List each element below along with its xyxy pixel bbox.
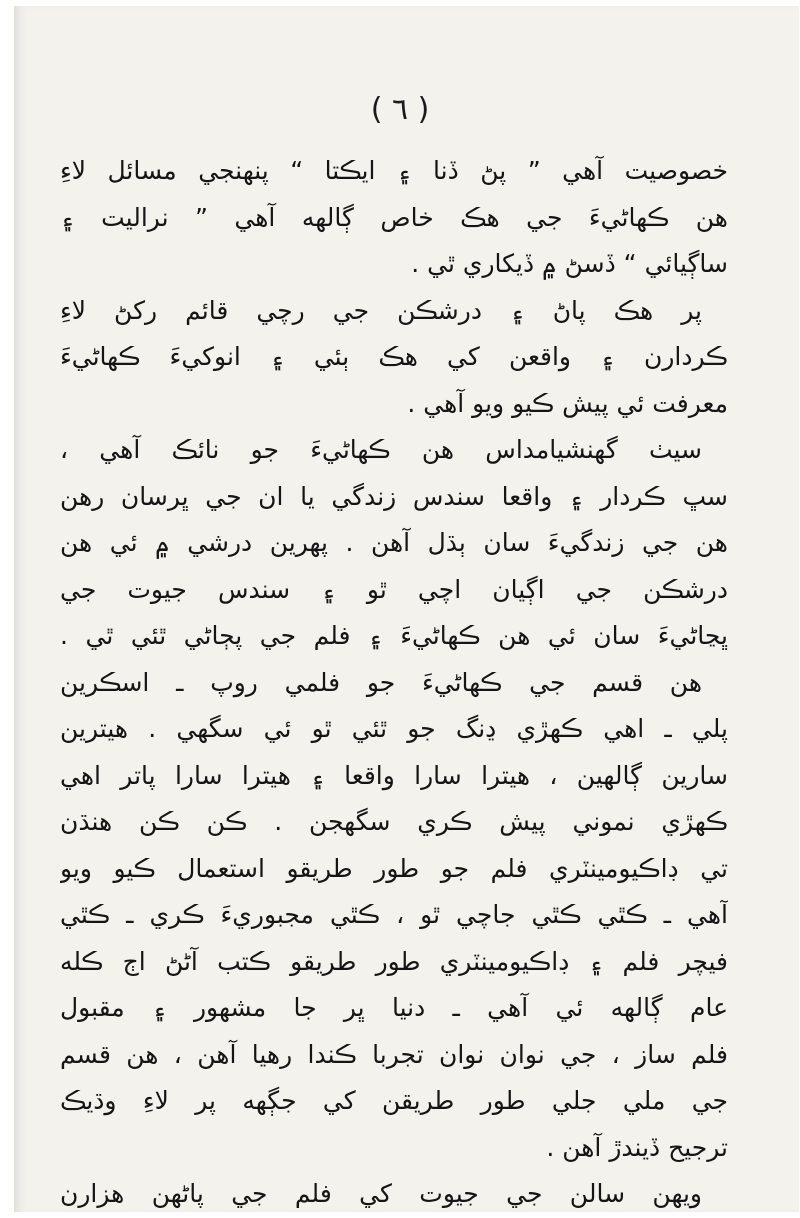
text-line: جي ملي جلي طور طريقن کي جڳهه پر لاءِ وڌيڪ (60, 1086, 728, 1115)
text-line: پر هڪ پاڻ ۽ درشڪن جي رچي قائم رکڻ لاءِ (60, 295, 702, 325)
body-text (60, 148, 728, 1218)
text-line: سارين ڳالهين ، هيترا سارا واقعا ۽ هيترا سارا پاتر اهي (60, 760, 728, 790)
text-line: تي ڊاڪيومينٽري فلم جو طور طريقو استعمال ڪيو ويو (60, 853, 728, 883)
text-line: هن قسم جي ڪهاڻيءَ جو فلمي روپ ـ اسڪرين (60, 667, 702, 697)
text-line: عام ڳالهه ئي آهي ـ دنيا ڀر جا مشهور ۽ مقبول (60, 993, 728, 1022)
text-line: هن ڪهاڻيءَ جي هڪ خاص ڳالهه آهي ” نراليت ۽ (60, 202, 728, 232)
text-line: معرفت ئي پيش ڪيو ويو آهي . (407, 388, 728, 418)
text-line: سڀ ڪردار ۽ واقعا سندس زندگي يا ان جي ڀرسان رهن (60, 481, 728, 511)
page-number: ( ٦ ) (370, 92, 430, 127)
text-line: فيچر فلم ۽ ڊاڪيومينٽري طور طريقو ڪتب آڻڻ اڄ ڪله (60, 946, 728, 976)
text-line: فلم ساز ، جي نوان نوان تجربا ڪندا رهيا آهن ، هن قسم (60, 1039, 728, 1069)
text-line: آهي ـ ڪٿي ڪٿي جاچي ٿو ، ڪٿي مجبوريءَ ڪري ـ ڪٿي (60, 900, 728, 929)
text-line: ترجيح ڏيندڙ آهن . (546, 1132, 728, 1162)
text-line: پلي ـ اهي ڪهڙي ڍنگ جو ٿئي ٿو ئي سگهي . هيترين (60, 714, 728, 743)
text-line: سيٺ گهنشيامداس هن ڪهاڻيءَ جو نائڪ آهي ، (60, 435, 702, 464)
text-line: ڪهڙي نموني پيش ڪري سگهجن . ڪن ڪن هنڌن (60, 807, 728, 836)
text-line: ساڳيائي “ ڏسڻ ۾ ڏيکاري ٿي . (411, 249, 728, 278)
text-line: ڀڃاڻيءَ سان ئي هن ڪهاڻيءَ ۽ فلم جي پڄاڻي ٿئي ٿي . (60, 621, 728, 650)
text-line: ڪردارن ۽ واقعن کي هڪ ٻئي ۽ انوکيءَ ڪهاڻيءَ (60, 342, 728, 371)
text-line: درشڪن جي اڳيان اچي ٿو ۽ سندس جيوت جي (60, 574, 728, 604)
text-line: ويهن سالن جي جيوت کي فلم جي پاڻهن هزارن (60, 1179, 702, 1208)
text-line: هن جي زندگيءَ سان ٻڌل آهن . پهرين درشي ۾ ئي هن (60, 528, 728, 557)
text-line: خصوصيت آهي ” پڻ ڏنا ۽ ايڪتا “ پنهنجي مسائل لاءِ (60, 156, 728, 185)
